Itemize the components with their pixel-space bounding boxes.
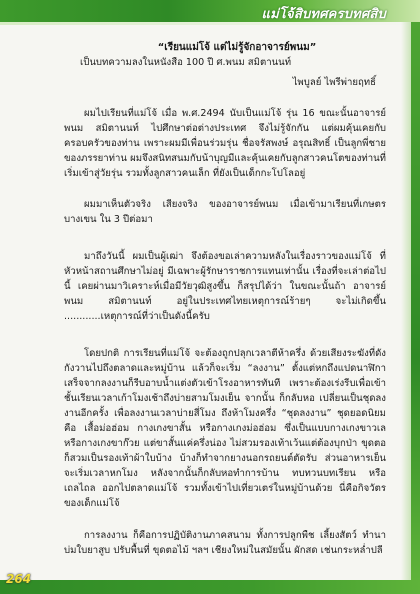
article-body (64, 40, 386, 558)
footer-band (0, 580, 420, 594)
article-title: “เรียนแม่โจ้ แต่ไม่รู้จักอาจารย์พนม” (157, 42, 317, 53)
side-decoration-band (411, 22, 420, 580)
paragraph-5: การลงงาน ก็คือการปฏิบัติงานภาคสนาม ทั้งการปลูกพืช เลี้ยงสัตว์ ทำนา บ่มใบยาสูบ ปรับพื้นที่ ขุดตอไม้ ฯลฯ เชียงใหม่ในสมัยนั้น ผักสด เช่นกระหล่ำปลี (64, 530, 386, 556)
paragraph-3: มาถึงวันนี้ ผมเป็นผู้เฒ่า จึงต้องขอเล่าความหลังในเรื่องราวของแม่โจ้ ที่หัวหน้าสถานศึกษาไม่อยู่ มีเฉพาะผู้รักษาราชการแทนเท่านั้น เรื่องที่จะเล่าต่อไปนี้ เคยผ่านมาวิเคราะห์เมื่อมีวัยวุฒิสูงขึ้น ก็สรุปได้ว่า ในขณะนั้นถ้า อาจารย์พนม สมิตานนท์ อยู่ในประเทศไทยเหตุการณ์ร้ายๆ จะไม่เกิดขึ้น ............เหตุการณ์ที่ว่าเป็นดังนี้ครับ (64, 251, 386, 322)
paragraph-4: โดยปกติ การเรียนที่แม่โจ้ จะต้องถูกปลุกเวลาตีห้าครึ่ง ด้วยเสียงระฆังที่ดังกังวานไปถึงตลาดและหมู่บ้าน แล้วก็จะเริ่ม “ลงงาน” ตั้งแต่หกถึงแปดนาฬิกา เสร็จจากลงงานก็รีบอาบน้ำแต่งตัวเข้าโรงอาหารทันที เพราะต้องเร่งรีบเพื่อเข้าชั้นเรียนเวลาเก้าโมงเช้าถึงบ่ายสามโมงเย็น จากนั้น ก็กลับหอ เปลี่ยนเป็นชุดลงงานอีกครั้ง เพื่อลงงานเวลาบ่ายสี่โมง ถึงห้าโมงครึ่ง “ชุดลงงาน” ชุดยอดนิยม คือ เสื้อม่อฮ่อม กางเกงขาสั้น หรือกางเกงม่อฮ่อม ซึ่งเป็นแบบกางเกงขาวเล หรือกางเกงขาก๊วย แต่ขาสั้นแค่ครึ่งน่อง ไม่สวมรองเท้าเว้นแต่ต้องบุกป่า ขุดตอ ก็สวมเป็นรองเท้าผ้าใบบ้าง บ้างก็ทำจากยางนอกรถยนต์ตัดรับ ส่วนอาหารเย็นจะเริ่มเวลาหกโมง หลังจากนั้นก็กลับหอทำการบ้าน ทบทวนบทเรียน หรือเถลไถล ออกไปตลาดแม่โจ้ รวมทั้งเข้าไปเที่ยวเตร่ในหมู่บ้านด้วย นี่คือกิจวัตร ของเด็กแม่โจ้ (64, 348, 386, 509)
article-author: ไพบูลย์ ไพรีพ่ายฤทธิ์ (292, 77, 376, 88)
page-number: 264 (6, 572, 32, 586)
article-subtitle: เป็นบทความลงในหนังสือ 100 ปี ศ.พนม สมิตานนท์ (80, 57, 292, 68)
paragraph-1: ผมไปเรียนที่แม่โจ้ เมื่อ พ.ศ.2494 นับเป็นแม่โจ้ รุ่น 16 ขณะนั้นอาจารย์พนม สมิตานนท์ ไปศึกษาต่อต่างประเทศ จึงไม่รู้จักกัน แต่ผมคุ้นเคยกับครอบครัวของท่าน เพราะผมมีเพื่อนร่วมรุ่น ชื่อจรัสพงษ์ อรุณสิทธิ์ เป็นลูกพี่ชายของภรรยาท่าน ผมจึงสนิทสนมกับน้าบุญมีและคุ้นเคยกับลูกสาวคนโตของท่านที่เริ่มเข้าสู่วัยรุ่น รวมทั้งลูกสาวคนเล็ก ที่ยังเป็นเด็กกะโปโลอยู่ (64, 108, 386, 179)
running-header-title: แม่โจ้สิบทศครบทศสิบ (261, 7, 386, 22)
paragraph-2: ผมมาเห็นตัวจริง เสียงจริง ของอาจารย์พนม เมื่อเข้ามาเรียนที่เกษตรบางเขน ใน 3 ปีต่อมา (64, 199, 386, 225)
